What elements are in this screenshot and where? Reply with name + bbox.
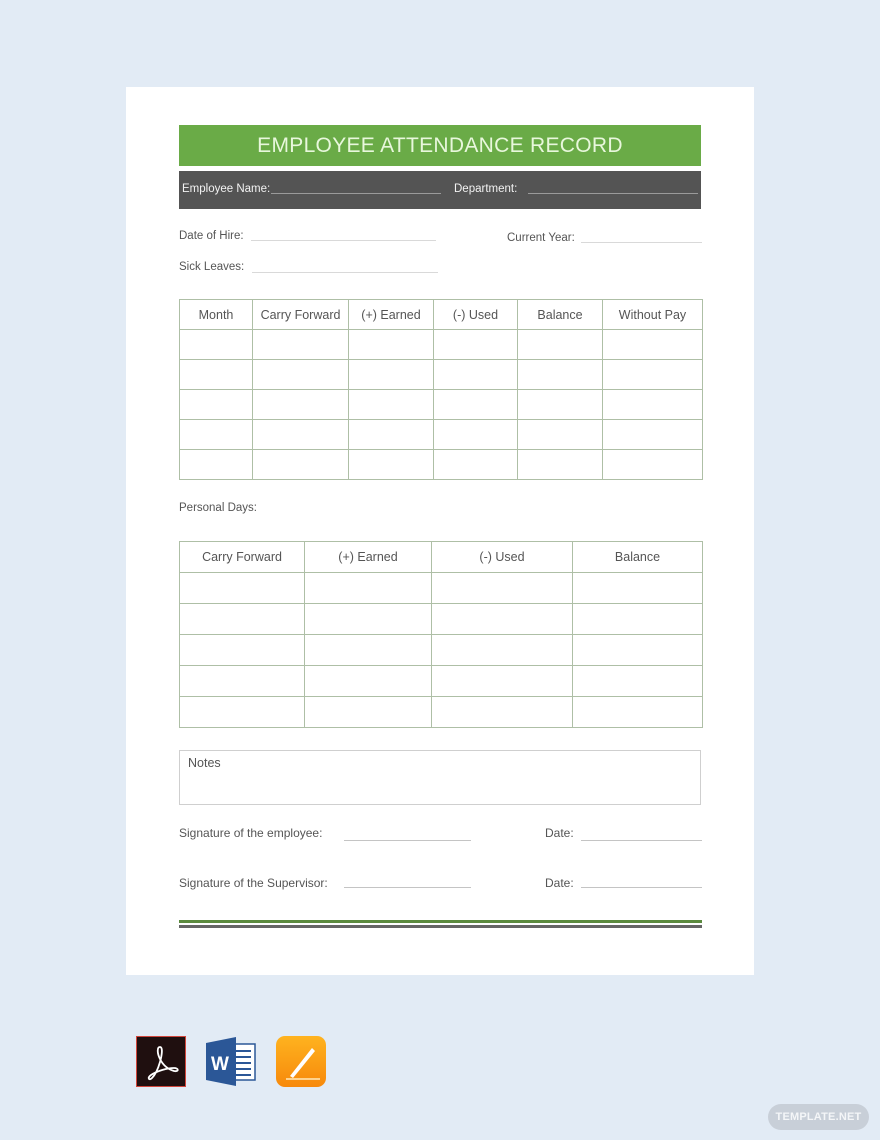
- table-cell[interactable]: [349, 330, 434, 360]
- document-page: [126, 87, 754, 975]
- pdf-icon[interactable]: [136, 1036, 186, 1087]
- table-cell[interactable]: [180, 635, 305, 666]
- employee-info-bar: [179, 171, 701, 209]
- table-cell[interactable]: [180, 420, 253, 450]
- app-icons: [136, 1036, 326, 1087]
- table-cell[interactable]: [434, 330, 518, 360]
- supervisor-signature-field[interactable]: [344, 887, 471, 888]
- table-cell[interactable]: [603, 450, 703, 480]
- table-row: [180, 330, 703, 360]
- table-cell[interactable]: [518, 330, 603, 360]
- table-cell[interactable]: [432, 604, 573, 635]
- table-row: [180, 360, 703, 390]
- employee-signature-label: Signature of the employee:: [179, 826, 323, 840]
- header-earned: (+) Earned: [349, 300, 434, 330]
- current-year-label: Current Year:: [507, 232, 575, 244]
- table-cell[interactable]: [349, 450, 434, 480]
- personal-days-table: [179, 541, 703, 728]
- table-row: [180, 697, 703, 728]
- table-cell[interactable]: [349, 360, 434, 390]
- table-cell[interactable]: [180, 573, 305, 604]
- header-carry-forward: Carry Forward: [180, 542, 305, 573]
- table-cell[interactable]: [434, 420, 518, 450]
- table-header-row: [180, 300, 703, 330]
- table-cell[interactable]: [180, 360, 253, 390]
- table-cell[interactable]: [518, 390, 603, 420]
- table-cell[interactable]: [432, 573, 573, 604]
- employee-signature-field[interactable]: [344, 840, 471, 841]
- table-row: [180, 573, 703, 604]
- department-label: Department:: [454, 183, 518, 195]
- header-without-pay: Without Pay: [603, 300, 703, 330]
- supervisor-signature-label: Signature of the Supervisor:: [179, 876, 328, 890]
- table-cell[interactable]: [573, 635, 703, 666]
- table-cell[interactable]: [180, 604, 305, 635]
- department-field[interactable]: [528, 193, 698, 194]
- table-cell[interactable]: [253, 450, 349, 480]
- table-row: [180, 450, 703, 480]
- table-cell[interactable]: [253, 420, 349, 450]
- header-month: Month: [180, 300, 253, 330]
- date-of-hire-field[interactable]: [251, 240, 436, 241]
- table-row: [180, 604, 703, 635]
- table-cell[interactable]: [305, 635, 432, 666]
- footer-rule-green: [179, 920, 702, 923]
- table-cell[interactable]: [253, 330, 349, 360]
- supervisor-date-field[interactable]: [581, 887, 702, 888]
- word-icon-letter: W: [211, 1054, 229, 1075]
- table-cell[interactable]: [180, 666, 305, 697]
- table-cell[interactable]: [432, 697, 573, 728]
- document-title: EMPLOYEE ATTENDANCE RECORD: [179, 125, 701, 166]
- sick-leaves-label: Sick Leaves:: [179, 261, 245, 273]
- header-used: (-) Used: [432, 542, 573, 573]
- pages-icon[interactable]: [276, 1036, 326, 1087]
- header-balance: Balance: [518, 300, 603, 330]
- employee-name-label: Employee Name:: [182, 183, 271, 195]
- header-earned: (+) Earned: [305, 542, 432, 573]
- employee-name-field[interactable]: [271, 193, 441, 194]
- table-cell[interactable]: [349, 390, 434, 420]
- word-icon[interactable]: [206, 1036, 256, 1087]
- personal-days-label: Personal Days:: [179, 502, 257, 514]
- notes-label: Notes: [188, 756, 221, 770]
- table-cell[interactable]: [434, 390, 518, 420]
- table-cell[interactable]: [603, 390, 703, 420]
- table-cell[interactable]: [180, 390, 253, 420]
- employee-date-field[interactable]: [581, 840, 702, 841]
- notes-box[interactable]: [179, 750, 701, 805]
- table-row: [180, 666, 703, 697]
- table-cell[interactable]: [603, 330, 703, 360]
- table-cell[interactable]: [305, 697, 432, 728]
- table-cell[interactable]: [573, 604, 703, 635]
- table-cell[interactable]: [573, 666, 703, 697]
- table-cell[interactable]: [603, 420, 703, 450]
- table-cell[interactable]: [434, 360, 518, 390]
- employee-date-label: Date:: [545, 826, 574, 840]
- table-cell[interactable]: [349, 420, 434, 450]
- template-net-watermark: TEMPLATE.NET: [768, 1104, 869, 1130]
- sick-leave-table: [179, 299, 703, 480]
- table-cell[interactable]: [573, 697, 703, 728]
- header-balance: Balance: [573, 542, 703, 573]
- table-cell[interactable]: [180, 330, 253, 360]
- table-row: [180, 420, 703, 450]
- table-cell[interactable]: [180, 450, 253, 480]
- table-cell[interactable]: [518, 450, 603, 480]
- footer-rule-grey: [179, 925, 702, 928]
- table-cell[interactable]: [434, 450, 518, 480]
- header-used: (-) Used: [434, 300, 518, 330]
- table-cell[interactable]: [603, 360, 703, 390]
- table-cell[interactable]: [432, 635, 573, 666]
- table-cell[interactable]: [253, 360, 349, 390]
- table-cell[interactable]: [305, 666, 432, 697]
- table-cell[interactable]: [518, 360, 603, 390]
- table-cell[interactable]: [305, 604, 432, 635]
- table-cell[interactable]: [253, 390, 349, 420]
- table-cell[interactable]: [180, 697, 305, 728]
- table-cell[interactable]: [518, 420, 603, 450]
- date-of-hire-label: Date of Hire:: [179, 230, 244, 242]
- table-header-row: [180, 542, 703, 573]
- table-row: [180, 390, 703, 420]
- table-cell[interactable]: [432, 666, 573, 697]
- current-year-field[interactable]: [581, 242, 702, 243]
- header-carry-forward: Carry Forward: [253, 300, 349, 330]
- supervisor-date-label: Date:: [545, 876, 574, 890]
- table-cell[interactable]: [305, 573, 432, 604]
- table-row: [180, 635, 703, 666]
- sick-leaves-field[interactable]: [252, 272, 438, 273]
- table-cell[interactable]: [573, 573, 703, 604]
